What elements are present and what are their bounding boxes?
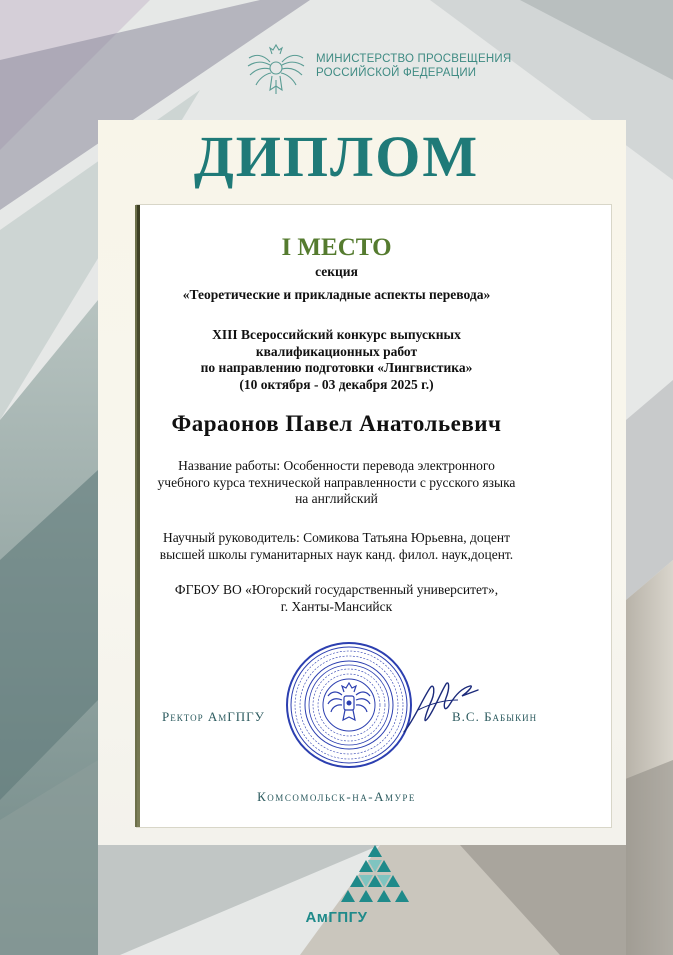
ministry-name — [316, 52, 511, 80]
university-name: АмГПГУ — [305, 909, 368, 926]
diploma-title: ДИПЛОМ — [193, 124, 480, 189]
supervisor-line: Научный руководитель: Сомикова Татьяна Юрьевна, доцент — [162, 530, 511, 545]
contest-line: по направлению подготовки «Лингвистика» — [200, 360, 473, 375]
contest-line: квалификационных работ — [255, 343, 418, 359]
ministry-header — [245, 40, 545, 96]
double-headed-eagle-icon — [245, 40, 307, 96]
organization-city: г. Ханты-Мансийск — [280, 598, 393, 614]
ministry-name-line1: МИНИСТЕРСТВО ПРОСВЕЩЕНИЯ — [316, 53, 512, 65]
work-title-line: учебного курса технической направленности с русского языка — [157, 474, 516, 490]
city-name: Комсомольск-на-Амуре — [257, 789, 416, 804]
contest-line: XIII Всероссийский конкурс выпускных — [212, 327, 461, 342]
rector-title: Ректор АмГПГУ — [162, 709, 265, 724]
award-place: I МЕСТО — [281, 234, 392, 261]
recipient-name: Фараонов Павел Анатольевич — [171, 411, 502, 436]
triangle-logo-icon — [334, 843, 416, 917]
section-label: секция — [315, 264, 358, 279]
handwritten-signature-icon — [400, 670, 482, 742]
work-title-line: на английский — [295, 491, 378, 506]
official-seal-icon — [284, 640, 414, 770]
supervisor-line: высшей школы гуманитарных наук канд. филол. наук,доцент. — [159, 546, 514, 562]
supervisor — [0, 530, 673, 563]
ministry-name-line2: РОССИЙСКОЙ ФЕДЕРАЦИИ — [316, 67, 477, 79]
rector-name: В.С. Бабыкин — [452, 709, 538, 724]
organization-line: ФГБОУ ВО «Югорский государственный университет», — [174, 582, 499, 597]
organization — [0, 582, 673, 615]
contest-dates: (10 октября - 03 декабря 2025 г.) — [239, 376, 434, 392]
contest-description — [0, 327, 673, 393]
work-title-line: Название работы: Особенности перевода электронного — [178, 458, 495, 473]
section-name: «Теоретические и прикладные аспекты перевода» — [182, 287, 491, 302]
work-title — [0, 458, 673, 508]
